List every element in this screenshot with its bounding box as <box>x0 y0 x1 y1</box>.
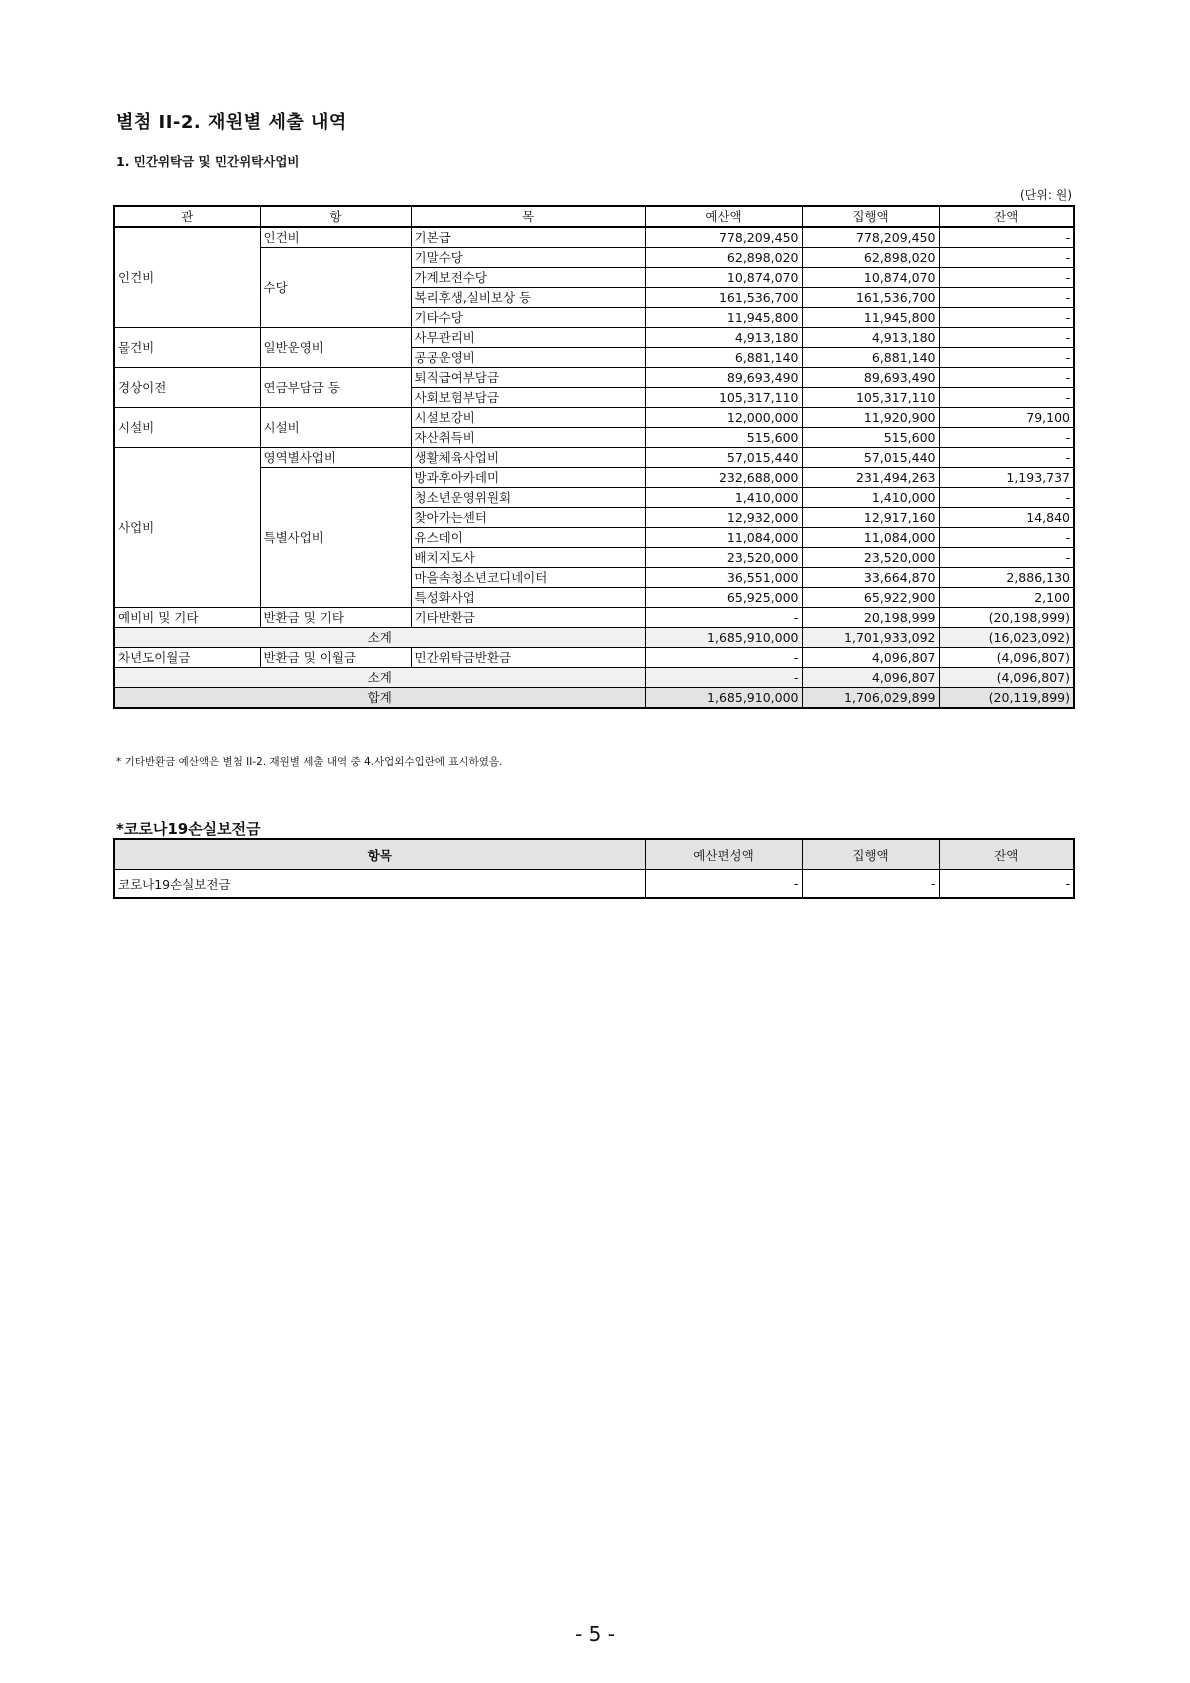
table-row <box>114 227 1074 248</box>
mok-cell: 청소년운영위원회 <box>411 488 645 508</box>
mok-cell: 배치지도사 <box>411 548 645 568</box>
executed-cell: 11,945,800 <box>802 308 939 328</box>
covid-header-executed: 집행액 <box>802 839 939 870</box>
page-title: 별첨 II-2. 재원별 세출 내역 <box>116 112 347 133</box>
subtotal-label: 소계 <box>114 628 645 648</box>
page-number: - 5 - <box>575 1622 615 1646</box>
budget-cell: 11,945,800 <box>645 308 802 328</box>
covid-table <box>113 838 1075 899</box>
balance-cell: (20,198,999) <box>939 608 1074 628</box>
budget-cell: 89,693,490 <box>645 368 802 388</box>
mok-cell: 퇴직급여부담금 <box>411 368 645 388</box>
header-budget: 예산액 <box>645 206 802 227</box>
executed-cell: 1,701,933,092 <box>802 628 939 648</box>
table-row <box>114 408 1074 428</box>
covid-row <box>114 870 1074 899</box>
budget-cell: 10,874,070 <box>645 268 802 288</box>
hang-cell: 반환금 및 기타 <box>260 608 411 628</box>
covid-budget-cell: - <box>645 870 802 899</box>
hang-cell: 영역별사업비 <box>260 448 411 468</box>
covid-header-balance: 잔액 <box>939 839 1074 870</box>
budget-cell: 57,015,440 <box>645 448 802 468</box>
table-row <box>114 448 1074 468</box>
budget-cell: 6,881,140 <box>645 348 802 368</box>
budget-cell: 4,913,180 <box>645 328 802 348</box>
header-gwan: 관 <box>114 206 260 227</box>
balance-cell: - <box>939 528 1074 548</box>
mok-cell: 기타수당 <box>411 308 645 328</box>
header-hang: 항 <box>260 206 411 227</box>
covid-balance-cell: - <box>939 870 1074 899</box>
mok-cell: 기말수당 <box>411 248 645 268</box>
executed-cell: 161,536,700 <box>802 288 939 308</box>
table-row <box>114 328 1074 348</box>
budget-cell: 232,688,000 <box>645 468 802 488</box>
mok-cell: 생활체육사업비 <box>411 448 645 468</box>
budget-cell: 515,600 <box>645 428 802 448</box>
budget-cell: 161,536,700 <box>645 288 802 308</box>
balance-cell: 2,886,130 <box>939 568 1074 588</box>
covid-item-cell: 코로나19손실보전금 <box>114 870 645 899</box>
group-cell: 물건비 <box>114 328 260 368</box>
hang-cell: 일반운영비 <box>260 328 411 368</box>
balance-cell: - <box>939 368 1074 388</box>
table-row <box>114 368 1074 388</box>
table-row <box>114 648 1074 668</box>
budget-cell: - <box>645 608 802 628</box>
covid-executed-cell: - <box>802 870 939 899</box>
group-cell: 차년도이월금 <box>114 648 260 668</box>
executed-cell: 1,706,029,899 <box>802 688 939 709</box>
header-balance: 잔액 <box>939 206 1074 227</box>
table-row <box>114 608 1074 628</box>
mok-cell: 기타반환금 <box>411 608 645 628</box>
executed-cell: 231,494,263 <box>802 468 939 488</box>
header-mok: 목 <box>411 206 645 227</box>
mok-cell: 가계보전수당 <box>411 268 645 288</box>
mok-cell: 공공운영비 <box>411 348 645 368</box>
mok-cell: 복리후생,실비보상 등 <box>411 288 645 308</box>
group-cell: 예비비 및 기타 <box>114 608 260 628</box>
hang-cell: 시설비 <box>260 408 411 448</box>
balance-cell: 2,100 <box>939 588 1074 608</box>
balance-cell: - <box>939 288 1074 308</box>
budget-cell: 1,410,000 <box>645 488 802 508</box>
balance-cell: 14,840 <box>939 508 1074 528</box>
table-header-row <box>114 206 1074 227</box>
executed-cell: 4,096,807 <box>802 668 939 688</box>
mok-cell: 유스데이 <box>411 528 645 548</box>
balance-cell: - <box>939 248 1074 268</box>
balance-cell: (4,096,807) <box>939 668 1074 688</box>
balance-cell: - <box>939 428 1074 448</box>
mok-cell: 자산취득비 <box>411 428 645 448</box>
budget-cell: 23,520,000 <box>645 548 802 568</box>
header-executed: 집행액 <box>802 206 939 227</box>
total-label: 합계 <box>114 688 645 709</box>
budget-cell: 62,898,020 <box>645 248 802 268</box>
executed-cell: 1,410,000 <box>802 488 939 508</box>
budget-cell: 105,317,110 <box>645 388 802 408</box>
balance-cell: (4,096,807) <box>939 648 1074 668</box>
balance-cell: - <box>939 388 1074 408</box>
executed-cell: 4,913,180 <box>802 328 939 348</box>
hang-cell: 수당 <box>260 248 411 328</box>
mok-cell: 사무관리비 <box>411 328 645 348</box>
balance-cell: - <box>939 548 1074 568</box>
executed-cell: 12,917,160 <box>802 508 939 528</box>
executed-cell: 62,898,020 <box>802 248 939 268</box>
executed-cell: 105,317,110 <box>802 388 939 408</box>
budget-cell: - <box>645 668 802 688</box>
mok-cell: 기본급 <box>411 227 645 248</box>
group-cell: 사업비 <box>114 448 260 608</box>
covid-header-budget: 예산편성액 <box>645 839 802 870</box>
balance-cell: 1,193,737 <box>939 468 1074 488</box>
expenditure-table <box>113 205 1075 709</box>
executed-cell: 20,198,999 <box>802 608 939 628</box>
balance-cell: - <box>939 268 1074 288</box>
budget-cell: 778,209,450 <box>645 227 802 248</box>
balance-cell: - <box>939 227 1074 248</box>
balance-cell: - <box>939 328 1074 348</box>
hang-cell: 반환금 및 이월금 <box>260 648 411 668</box>
subtotal-row <box>114 668 1074 688</box>
mok-cell: 마을속청소년코디네이터 <box>411 568 645 588</box>
covid-header-row <box>114 839 1074 870</box>
subtotal-row <box>114 628 1074 648</box>
mok-cell: 시설보강비 <box>411 408 645 428</box>
budget-cell: 1,685,910,000 <box>645 628 802 648</box>
executed-cell: 778,209,450 <box>802 227 939 248</box>
mok-cell: 특성화사업 <box>411 588 645 608</box>
executed-cell: 57,015,440 <box>802 448 939 468</box>
budget-cell: 11,084,000 <box>645 528 802 548</box>
hang-cell: 연금부담금 등 <box>260 368 411 408</box>
subtotal-label: 소계 <box>114 668 645 688</box>
balance-cell: - <box>939 488 1074 508</box>
hang-cell: 인건비 <box>260 227 411 248</box>
mok-cell: 민간위탁금반환금 <box>411 648 645 668</box>
executed-cell: 33,664,870 <box>802 568 939 588</box>
executed-cell: 11,084,000 <box>802 528 939 548</box>
balance-cell: - <box>939 448 1074 468</box>
covid-header-item: 항목 <box>114 839 645 870</box>
balance-cell: 79,100 <box>939 408 1074 428</box>
budget-cell: 12,932,000 <box>645 508 802 528</box>
budget-cell: - <box>645 648 802 668</box>
balance-cell: - <box>939 348 1074 368</box>
mok-cell: 사회보험부담금 <box>411 388 645 408</box>
executed-cell: 65,922,900 <box>802 588 939 608</box>
total-row <box>114 688 1074 709</box>
executed-cell: 11,920,900 <box>802 408 939 428</box>
balance-cell: (16,023,092) <box>939 628 1074 648</box>
budget-cell: 1,685,910,000 <box>645 688 802 709</box>
executed-cell: 89,693,490 <box>802 368 939 388</box>
group-cell: 인건비 <box>114 227 260 328</box>
executed-cell: 4,096,807 <box>802 648 939 668</box>
budget-cell: 36,551,000 <box>645 568 802 588</box>
group-cell: 시설비 <box>114 408 260 448</box>
footnote: * 기타반환금 예산액은 별첨 II-2. 재원별 세출 내역 중 4.사업외수입란에 표시하였음. <box>116 756 503 768</box>
covid-section-title: *코로나19손실보전금 <box>116 820 261 838</box>
budget-cell: 12,000,000 <box>645 408 802 428</box>
mok-cell: 방과후아카데미 <box>411 468 645 488</box>
balance-cell: (20,119,899) <box>939 688 1074 709</box>
balance-cell: - <box>939 308 1074 328</box>
executed-cell: 23,520,000 <box>802 548 939 568</box>
section-title: 1. 민간위탁금 및 민간위탁사업비 <box>116 154 300 169</box>
unit-label: (단위: 원) <box>1020 188 1072 202</box>
mok-cell: 찾아가는센터 <box>411 508 645 528</box>
executed-cell: 6,881,140 <box>802 348 939 368</box>
executed-cell: 515,600 <box>802 428 939 448</box>
group-cell: 경상이전 <box>114 368 260 408</box>
budget-cell: 65,925,000 <box>645 588 802 608</box>
executed-cell: 10,874,070 <box>802 268 939 288</box>
hang-cell: 특별사업비 <box>260 468 411 608</box>
